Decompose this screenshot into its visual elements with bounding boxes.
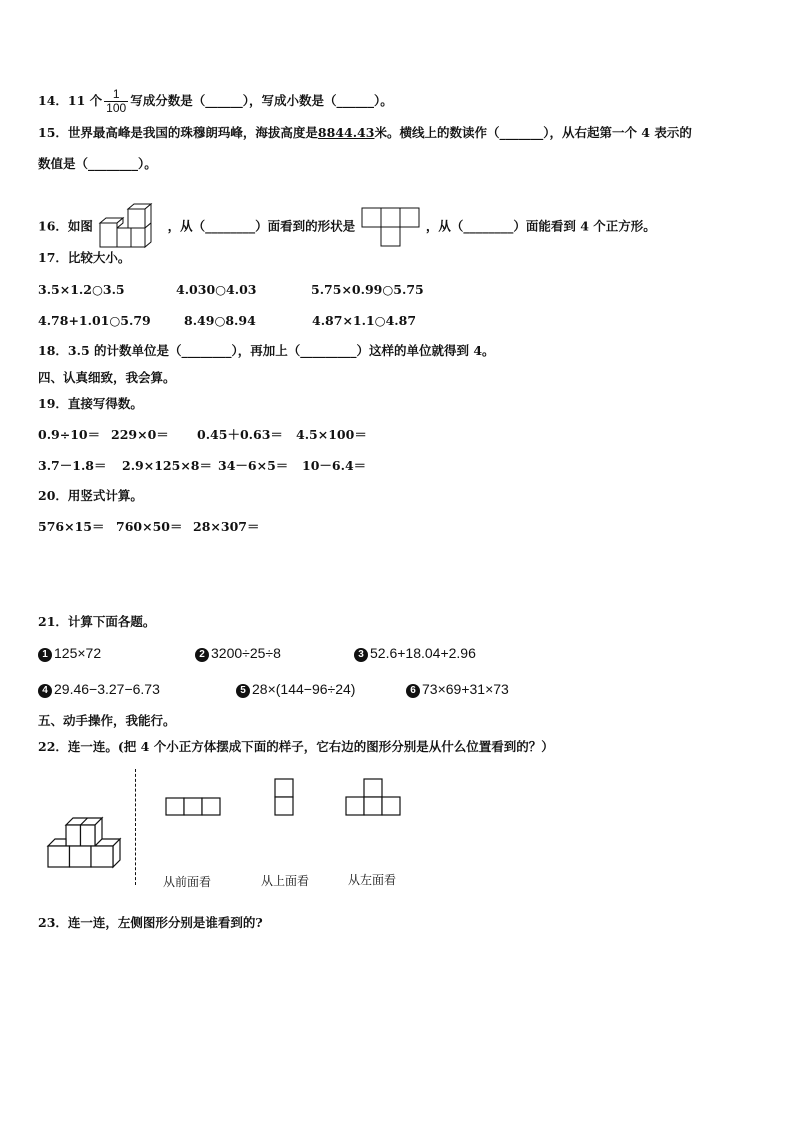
- q21-item: [195, 645, 281, 662]
- q14-prefix: 14．11 个: [38, 93, 103, 108]
- q21-expression: 28×(144−96÷24): [252, 681, 356, 697]
- circled-number: 4: [38, 684, 52, 698]
- q21-expression: 52.6+18.04+2.96: [370, 645, 476, 661]
- q15-text-a: 15．世界最高峰是我国的珠穆朗玛峰，海拔高度是: [38, 125, 318, 140]
- fraction-numerator: 1: [104, 88, 128, 102]
- circled-number: 1: [38, 648, 52, 662]
- q21-item: [38, 645, 101, 662]
- circled-number: 2: [195, 648, 209, 662]
- q16-suffix: ，从（________）面能看到 4 个正方形。: [425, 218, 656, 234]
- view-row-of-three: [165, 797, 223, 817]
- q17-item: 4.87×1.1○4.87: [312, 313, 417, 328]
- fraction: [104, 88, 128, 115]
- q19-item: 34－6×5＝: [218, 458, 289, 473]
- q14-suffix: 写成分数是（______），写成小数是（______）。: [130, 93, 393, 108]
- question-15-line-1: [38, 125, 692, 141]
- question-20-title: 20．用竖式计算。: [38, 488, 143, 503]
- q16-middle: ，从（________）面看到的形状是: [167, 218, 356, 234]
- q19-item: 0.45＋0.63＝: [197, 427, 283, 442]
- section-5-heading: 五、动手操作，我能行。: [38, 713, 176, 728]
- q17-item: 5.75×0.99○5.75: [311, 282, 424, 297]
- question-16: [38, 203, 656, 251]
- q20-item: 28×307＝: [193, 519, 260, 534]
- circled-number: 3: [354, 648, 368, 662]
- q19-item: 3.7－1.8＝: [38, 458, 107, 473]
- q20-item: 760×50＝: [116, 519, 183, 534]
- view-t-shape: [345, 778, 403, 816]
- q15-underlined-number: 8844.43: [317, 125, 375, 140]
- q17-item: 4.030○4.03: [176, 282, 257, 297]
- question-23: 23．连一连，左侧图形分别是谁看到的?: [38, 915, 263, 930]
- q21-item: [406, 681, 509, 698]
- q21-expression: 3200÷25÷8: [211, 645, 281, 661]
- q21-item: [38, 681, 160, 698]
- q17-item: 4.78+1.01○5.79: [38, 313, 151, 328]
- q16-prefix: 16．如图: [38, 218, 93, 234]
- q21-expression: 73×69+31×73: [422, 681, 509, 697]
- q21-item: [354, 645, 476, 662]
- question-15-line-2: 数值是（________）。: [38, 156, 157, 171]
- question-21-title: 21．计算下面各题。: [38, 614, 156, 629]
- view-shape-figure: [361, 207, 421, 247]
- q19-item: 229×0＝: [111, 427, 169, 442]
- question-17-title: 17．比较大小。: [38, 250, 131, 265]
- divider-dashed-line: [135, 769, 136, 885]
- circled-number: 6: [406, 684, 420, 698]
- question-18: 18．3.5 的计数单位是（________），再加上（_________）这样的单位就得到 4。: [38, 343, 495, 358]
- q17-item: 3.5×1.2○3.5: [38, 282, 125, 297]
- caption-front-view: 从前面看: [163, 875, 212, 889]
- q15-text-b: 米。横线上的数读作（_______），从右起第一个 4 表示的: [374, 125, 692, 140]
- q21-expression: 125×72: [54, 645, 102, 661]
- q20-item: 576×15＝: [38, 519, 105, 534]
- fraction-denominator: 100: [106, 101, 127, 115]
- q19-item: 2.9×125×8＝: [122, 458, 212, 473]
- q19-item: 0.9÷10＝: [38, 427, 101, 442]
- question-14: [38, 88, 393, 115]
- question-19-title: 19．直接写得数。: [38, 396, 143, 411]
- circled-number: 5: [236, 684, 250, 698]
- view-column-of-two: [274, 778, 296, 816]
- question-22: 22．连一连。(把 4 个小正方体摆成下面的样子，它右边的图形分别是从什么位置看到的？）: [38, 739, 554, 754]
- q22-cube-figure: [44, 815, 126, 877]
- cube-stack-figure: [98, 203, 162, 251]
- q21-expression: 29.46−3.27−6.73: [54, 681, 160, 697]
- section-4-heading: 四、认真细致，我会算。: [38, 370, 176, 385]
- q19-item: 4.5×100＝: [296, 427, 367, 442]
- caption-top-view: 从上面看: [261, 874, 310, 888]
- caption-left-view: 从左面看: [348, 873, 397, 887]
- q17-item: 8.49○8.94: [184, 313, 256, 328]
- q19-item: 10－6.4＝: [302, 458, 367, 473]
- q21-item: [236, 681, 355, 698]
